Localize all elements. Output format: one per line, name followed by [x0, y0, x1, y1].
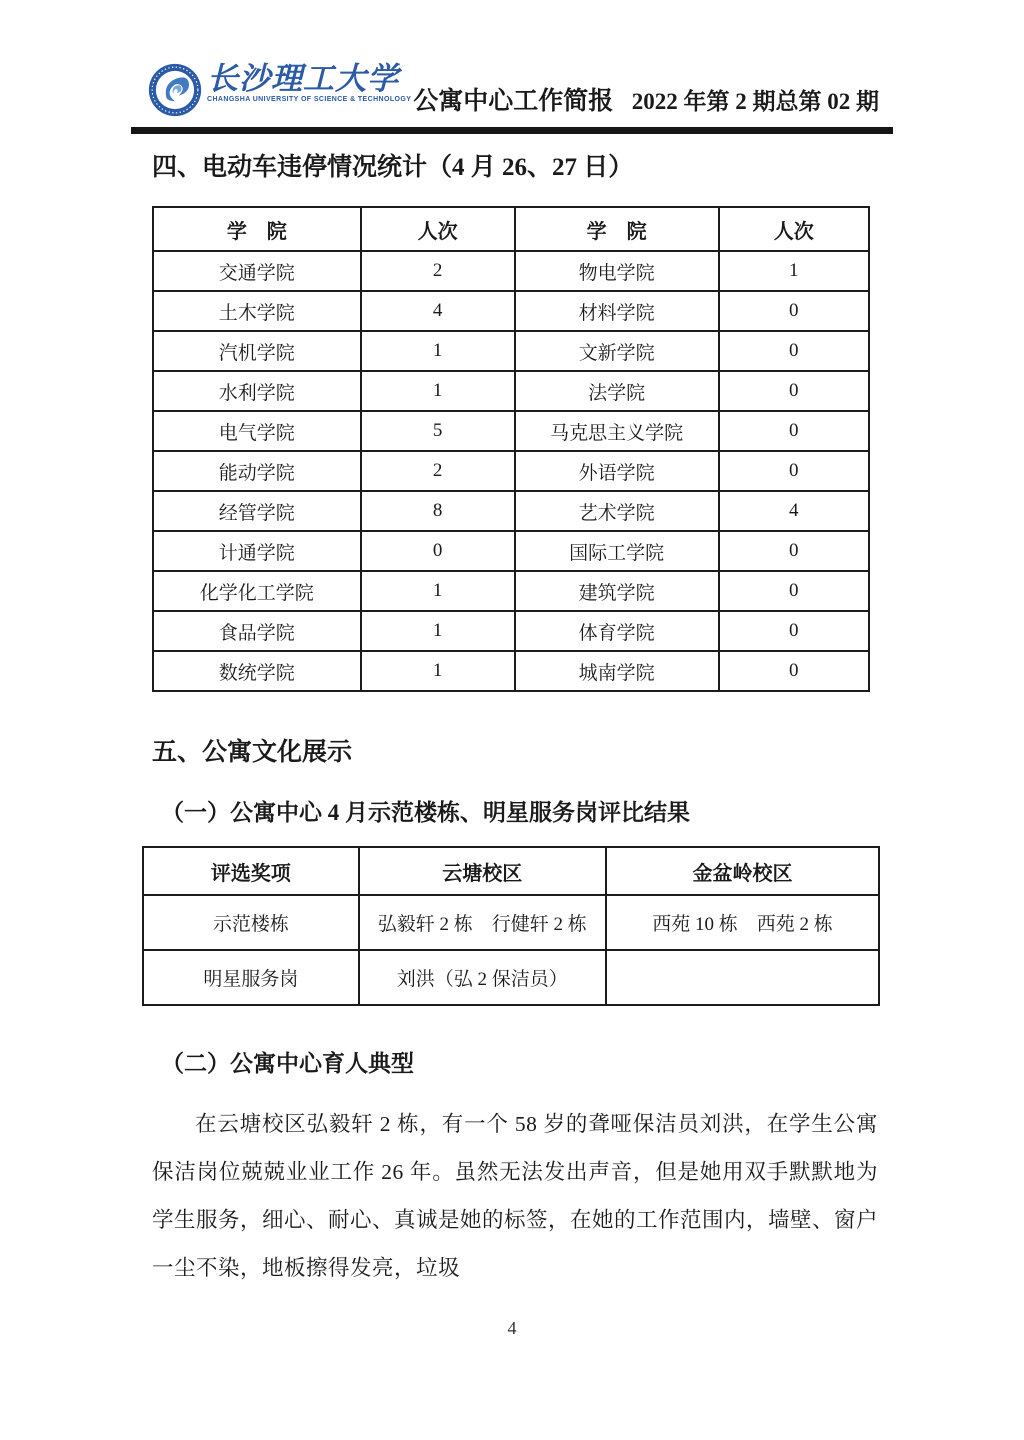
table-cell: 0	[719, 411, 869, 451]
column-header: 学 院	[153, 207, 361, 251]
table-cell: 0	[719, 531, 869, 571]
table-cell: 弘毅轩 2 栋 行健轩 2 栋	[359, 895, 606, 950]
table-cell: 建筑学院	[515, 571, 719, 611]
table-cell	[606, 950, 879, 1005]
table-row	[153, 291, 869, 331]
table-cell: 1	[361, 371, 515, 411]
table-cell: 1	[719, 251, 869, 291]
table-cell: 物电学院	[515, 251, 719, 291]
table-cell: 材料学院	[515, 291, 719, 331]
table-cell: 体育学院	[515, 611, 719, 651]
page-number: 4	[507, 1318, 517, 1338]
table-row	[143, 950, 879, 1005]
table-cell: 0	[361, 531, 515, 571]
section-5-heading: 五、公寓文化展示	[152, 739, 353, 766]
table-cell: 0	[719, 291, 869, 331]
column-header: 人次	[719, 207, 869, 251]
subsection-1-heading: （一）公寓中心 4 月示范楼栋、明星服务岗评比结果	[161, 800, 690, 825]
table-row	[143, 895, 879, 950]
table-cell: 0	[719, 331, 869, 371]
table-cell: 数统学院	[153, 651, 361, 691]
violation-stats-table	[152, 206, 870, 692]
table-cell: 1	[361, 571, 515, 611]
award-results-table	[142, 846, 880, 1006]
table-cell: 1	[361, 611, 515, 651]
table-row	[153, 651, 869, 691]
table-header-row	[153, 207, 869, 251]
table-cell: 法学院	[515, 371, 719, 411]
subsection-2-heading: （二）公寓中心育人典型	[161, 1051, 414, 1076]
column-header: 学 院	[515, 207, 719, 251]
table-cell: 艺术学院	[515, 491, 719, 531]
table-row	[153, 411, 869, 451]
page-header	[131, 62, 893, 118]
table-row	[153, 491, 869, 531]
table-cell: 0	[719, 451, 869, 491]
university-name-zh: 长沙理工大学	[207, 61, 399, 96]
table-cell: 明星服务岗	[143, 950, 359, 1005]
table-cell: 食品学院	[153, 611, 361, 651]
table-cell: 2	[361, 451, 515, 491]
table-cell: 0	[719, 611, 869, 651]
column-header: 评选奖项	[143, 847, 359, 895]
table-cell: 电气学院	[153, 411, 361, 451]
table-cell: 2	[361, 251, 515, 291]
table-row	[153, 611, 869, 651]
table-cell: 0	[719, 651, 869, 691]
table-cell: 土木学院	[153, 291, 361, 331]
table-row	[153, 371, 869, 411]
column-header: 人次	[361, 207, 515, 251]
table-cell: 1	[361, 331, 515, 371]
table-cell: 文新学院	[515, 331, 719, 371]
table-cell: 交通学院	[153, 251, 361, 291]
table-cell: 8	[361, 491, 515, 531]
column-header: 云塘校区	[359, 847, 606, 895]
table-cell: 4	[361, 291, 515, 331]
column-header: 金盆岭校区	[606, 847, 879, 895]
table-cell: 国际工学院	[515, 531, 719, 571]
table-header-row	[143, 847, 879, 895]
table-cell: 0	[719, 571, 869, 611]
table-cell: 能动学院	[153, 451, 361, 491]
table-cell: 外语学院	[515, 451, 719, 491]
university-name-en: CHANGSHA UNIVERSITY OF SCIENCE & TECHNOLOGY	[207, 96, 412, 103]
table-row	[153, 331, 869, 371]
table-cell: 西苑 10 栋 西苑 2 栋	[606, 895, 879, 950]
university-logo-block	[147, 62, 411, 118]
body-paragraph: 在云塘校区弘毅轩 2 栋，有一个 58 岁的聋哑保洁员刘洪，在学生公寓保洁岗位兢兢业业工作 26 年。虽然无法发出声音，但是她用双手默默地为学生服务，细心、耐心、真诚是她的标签，在她的工作范围内，墙壁、窗户一尘不染，地板擦得发亮，垃圾	[152, 1112, 879, 1280]
university-logo-icon	[147, 62, 203, 118]
table-cell: 示范楼栋	[143, 895, 359, 950]
table-row	[153, 451, 869, 491]
table-cell: 计通学院	[153, 531, 361, 571]
table-cell: 水利学院	[153, 371, 361, 411]
table-cell: 化学化工学院	[153, 571, 361, 611]
table-row	[153, 531, 869, 571]
header-divider	[131, 127, 893, 134]
table-cell: 0	[719, 371, 869, 411]
bulletin-title: 公寓中心工作简报	[413, 88, 614, 115]
table-cell: 城南学院	[515, 651, 719, 691]
section-4-heading: 四、电动车违停情况统计（4 月 26、27 日）	[152, 154, 634, 181]
table-cell: 经管学院	[153, 491, 361, 531]
table-cell: 刘洪（弘 2 保洁员）	[359, 950, 606, 1005]
table-cell: 4	[719, 491, 869, 531]
table-cell: 5	[361, 411, 515, 451]
table-cell: 汽机学院	[153, 331, 361, 371]
table-cell: 马克思主义学院	[515, 411, 719, 451]
table-row	[153, 251, 869, 291]
table-cell: 1	[361, 651, 515, 691]
issue-number: 2022 年第 2 期总第 02 期	[631, 89, 879, 114]
table-row	[153, 571, 869, 611]
